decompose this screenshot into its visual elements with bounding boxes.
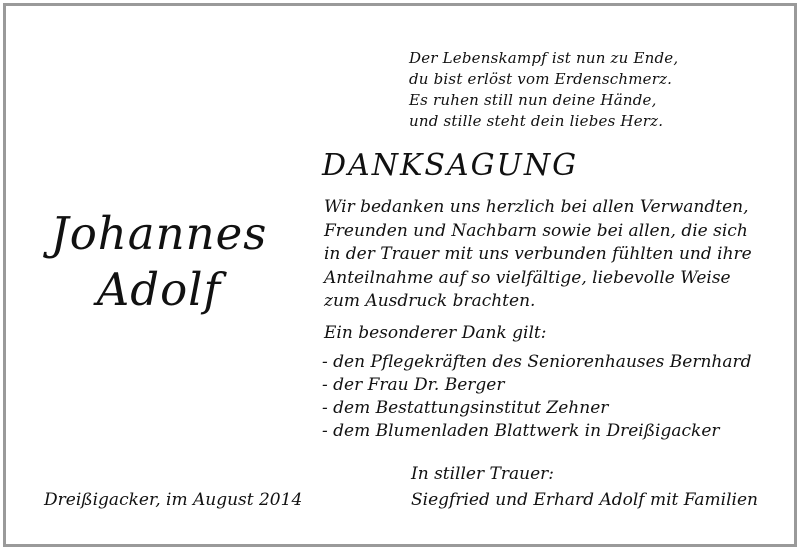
list-item: - dem Blumenladen Blattwerk in Dreißigacker xyxy=(322,421,720,441)
page-title: DANKSAGUNG xyxy=(322,148,579,183)
thanks-paragraph xyxy=(324,196,752,314)
list-item: - dem Bestattungsinstitut Zehner xyxy=(322,398,609,418)
thanks-line: in der Trauer mit uns verbunden fühlten und ihre xyxy=(324,244,752,264)
thanks-line: zum Ausdruck brachten. xyxy=(324,291,536,311)
obituary-notice xyxy=(3,3,797,547)
place-date: Dreißigacker, im August 2014 xyxy=(44,490,303,510)
deceased-first-name: Johannes xyxy=(50,207,268,260)
memorial-poem xyxy=(409,48,678,132)
poem-line: und stille steht dein liebes Herz. xyxy=(409,112,664,130)
mourners-signature: Siegfried und Erhard Adolf mit Familien xyxy=(411,490,758,510)
poem-line: Es ruhen still nun deine Hände, xyxy=(409,91,657,109)
special-thanks-title: Ein besonderer Dank gilt: xyxy=(324,323,547,343)
list-item: - der Frau Dr. Berger xyxy=(322,375,505,395)
list-item: - den Pflegekräften des Seniorenhauses Bernhard xyxy=(322,352,752,372)
deceased-last-name: Adolf xyxy=(96,263,222,316)
poem-line: du bist erlöst vom Erdenschmerz. xyxy=(409,70,673,88)
thanks-line: Wir bedanken uns herzlich bei allen Verwandten, xyxy=(324,197,749,217)
poem-line: Der Lebenskampf ist nun zu Ende, xyxy=(409,49,679,67)
deceased-name xyxy=(41,206,277,318)
special-thanks-list xyxy=(322,351,752,443)
mourning-label: In stiller Trauer: xyxy=(411,464,554,484)
thanks-line: Anteilnahme auf so vielfältige, liebevolle Weise xyxy=(324,267,731,288)
thanks-line: Freunden und Nachbarn sowie bei allen, die sich xyxy=(324,220,748,241)
